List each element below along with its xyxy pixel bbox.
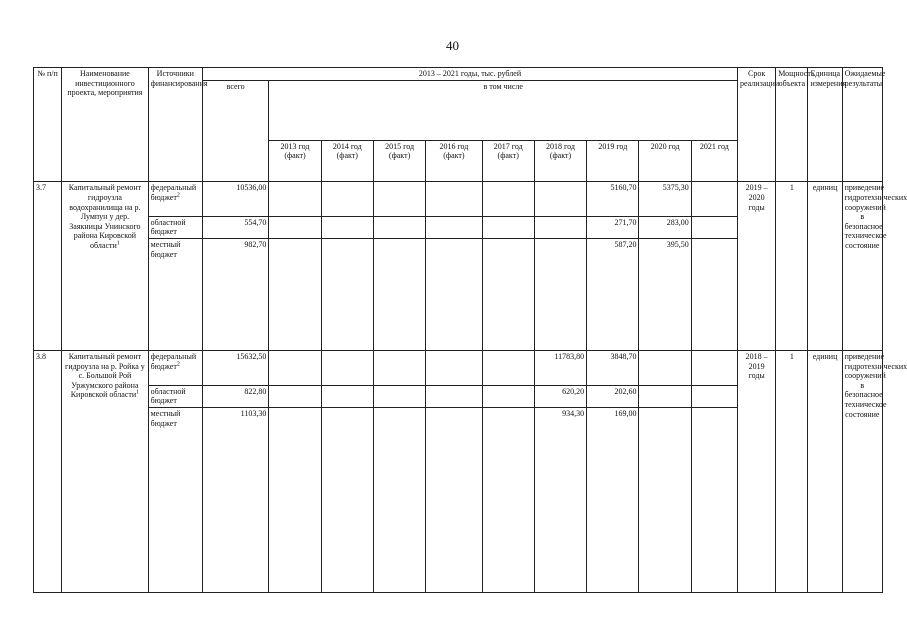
value-2020 (639, 385, 691, 408)
total-value: 15632,50 (202, 351, 268, 386)
value-2020 (639, 351, 691, 386)
project-capacity: 1 (776, 351, 808, 593)
col-header-period: 2013 – 2021 годы, тыс. рублей (202, 68, 737, 81)
value-2018 (534, 182, 586, 217)
col-header-year-2015: 2015 год (факт) (373, 140, 425, 182)
col-header-year-2014: 2014 год (факт) (321, 140, 373, 182)
total-value: 554,70 (202, 216, 268, 239)
value-2018 (534, 216, 586, 239)
col-header-year-2017: 2017 год (факт) (482, 140, 534, 182)
project-name: Капитальный ремонт гидроузла на р. Ройка у с. Большой Рой Уржумского района Кировской области$^1$ (62, 351, 149, 593)
col-header-total: всего (202, 80, 268, 182)
col-header-name: Наименование инвестиционного проекта, мероприятия (62, 68, 149, 182)
col-header-year-2016: 2016 год (факт) (426, 140, 482, 182)
value-2018: 620,20 (534, 385, 586, 408)
col-header-capacity: Мощность объекта (776, 68, 808, 182)
value-2018 (534, 239, 586, 351)
project-term: 2019 – 2020 годы (738, 182, 776, 351)
total-value: 822,80 (202, 385, 268, 408)
funding-source: федеральный бюджет$^2$ (148, 351, 202, 386)
funding-source: местный бюджет (148, 239, 202, 351)
investment-table (33, 67, 907, 593)
value-2019: 169,00 (587, 408, 639, 593)
value-2020: 283,00 (639, 216, 691, 239)
total-value: 10536,00 (202, 182, 268, 217)
col-header-result: Ожидаемые результаты (842, 68, 882, 182)
value-2019: 5160,70 (587, 182, 639, 217)
funding-source: областной бюджет (148, 385, 202, 408)
value-2019: 587,20 (587, 239, 639, 351)
project-unit: единиц (808, 351, 842, 593)
project-number: 3.8 (34, 351, 62, 593)
value-2018: 11783,80 (534, 351, 586, 386)
col-header-year-2013: 2013 год (факт) (269, 140, 321, 182)
funding-source: областной бюджет (148, 216, 202, 239)
table-row (34, 182, 883, 217)
funding-source: федеральный бюджет$^2$ (148, 182, 202, 217)
value-2019: 271,70 (587, 216, 639, 239)
project-result: приведение гидротехнических сооружений в безопасное техническое состояние (842, 182, 882, 351)
col-header-no: № п/п (34, 68, 62, 182)
project-capacity: 1 (776, 182, 808, 351)
col-header-unit: Единица измерения (808, 68, 842, 182)
total-value: 1103,30 (202, 408, 268, 593)
funding-source: местный бюджет (148, 408, 202, 593)
col-header-source: Источники финансирования (148, 68, 202, 182)
project-result: приведение гидротехнических сооружений в безопасное техническое состояние (842, 351, 882, 593)
value-2020: 5375,30 (639, 182, 691, 217)
value-2019: 202,60 (587, 385, 639, 408)
value-2018: 934,30 (534, 408, 586, 593)
col-header-term: Срок реализации (738, 68, 776, 182)
col-header-year-2021: 2021 год (691, 140, 737, 182)
total-value: 982,70 (202, 239, 268, 351)
value-2019: 3848,70 (587, 351, 639, 386)
table-row (34, 351, 883, 386)
col-header-year-2020: 2020 год (639, 140, 691, 182)
col-header-including: в том числе (269, 80, 738, 140)
project-number: 3.7 (34, 182, 62, 351)
col-header-year-2018: 2018 год (факт) (534, 140, 586, 182)
col-header-year-2019: 2019 год (587, 140, 639, 182)
page-number: 40 (446, 38, 459, 53)
value-2020: 395,50 (639, 239, 691, 351)
project-name: Капитальный ремонт гидроузла водохранилища на р. Лумпун у дер. Заякницы Унинского района Кировской области$^1$ (62, 182, 149, 351)
project-unit: единиц (808, 182, 842, 351)
project-term: 2018 – 2019 годы (738, 351, 776, 593)
value-2020 (639, 408, 691, 593)
